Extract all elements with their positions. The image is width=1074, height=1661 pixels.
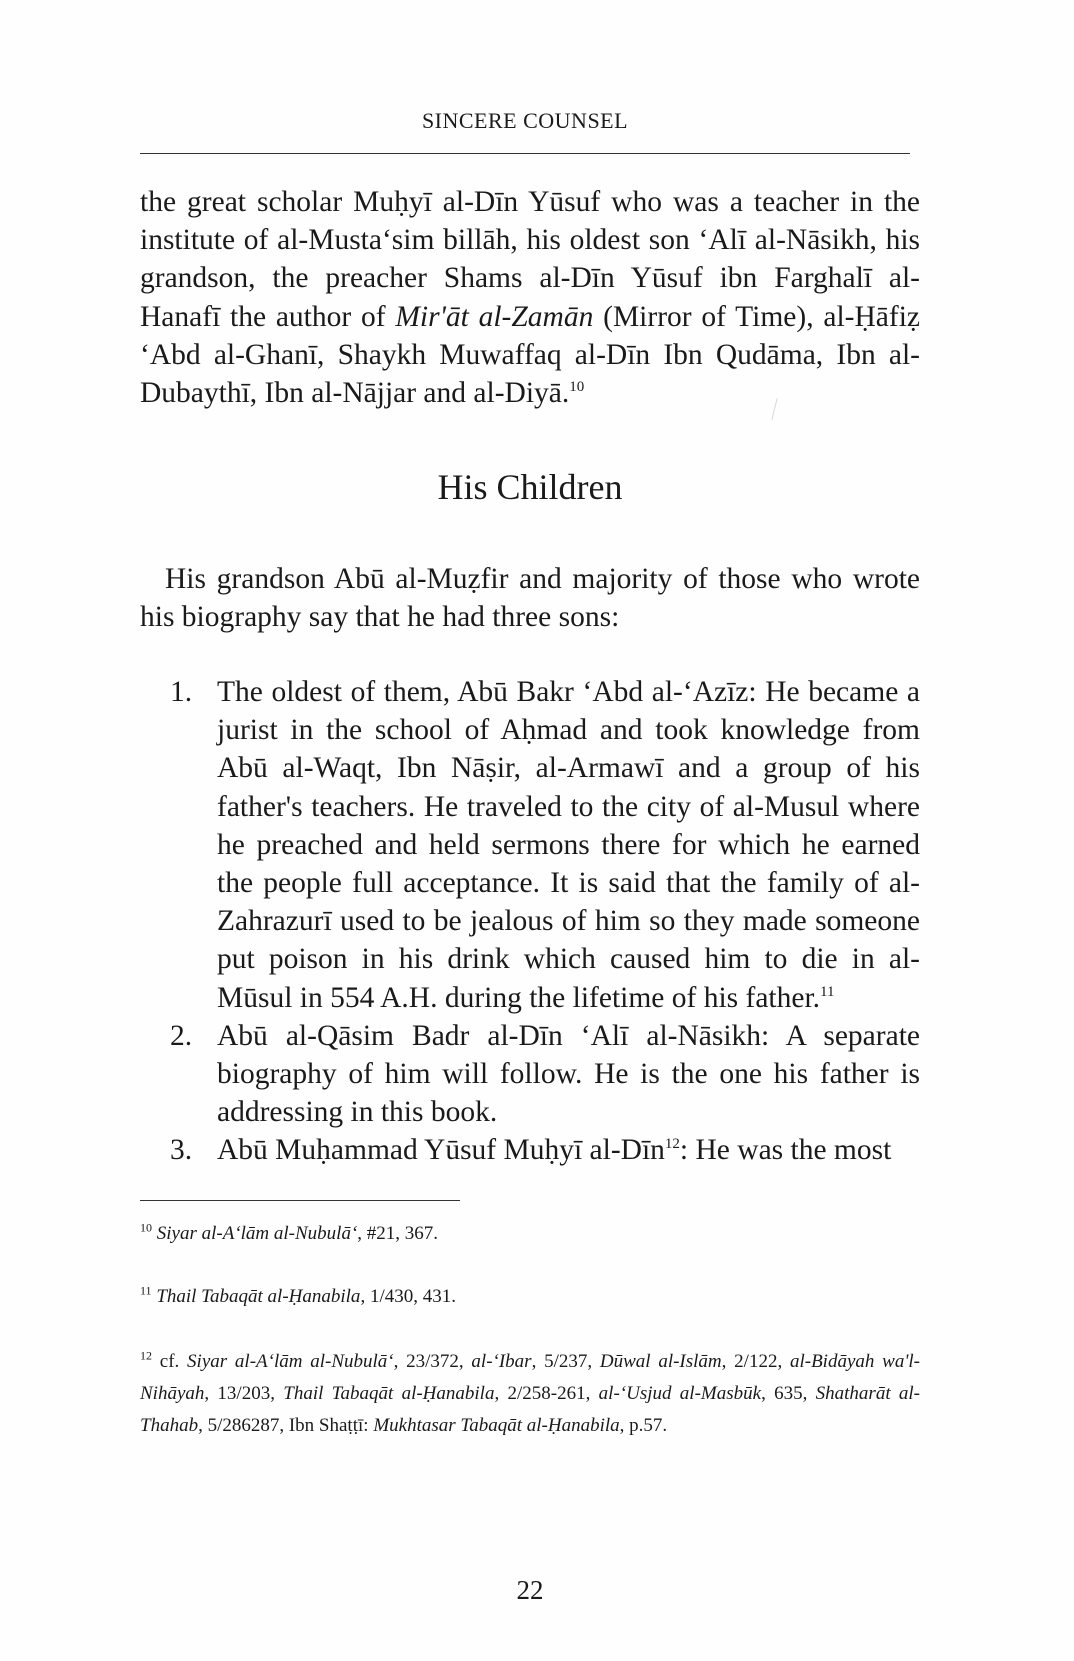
source-ref: , 13/203,	[204, 1383, 284, 1404]
book-title: Mir'āt al-Zamān	[395, 300, 594, 333]
source-ref: , 2/258-261,	[494, 1383, 599, 1404]
source-ref: , 2/122,	[721, 1351, 790, 1372]
list-item	[170, 1017, 920, 1132]
source-title: Thail Tabaqāt al-Ḥanabila	[156, 1286, 361, 1307]
intro-paragraph: His grandson Abū al-Muẓfir and majority of those who wrote his biography say that he had three sons:	[140, 563, 920, 634]
paragraph-text-continued: (Mirror of Time), al-Ḥāfiẓ ‘Abd al-Ghanī, Shaykh Muwaffaq al-Dīn Ibn Qudāma, Ibn al-Dubaythī, Ibn al-Nājjar and al-Diyā.	[140, 300, 920, 410]
list-number: 1.	[170, 676, 193, 708]
source-title: Dūwal al-Islām	[599, 1351, 722, 1372]
header-rule	[140, 153, 910, 154]
footnote-12	[140, 1346, 920, 1442]
source-ref: , 23/372,	[393, 1351, 472, 1372]
section-heading: His Children	[437, 467, 623, 507]
footnote-prefix: cf.	[159, 1351, 188, 1372]
source-title: al-‘Usjud al-Masbūk	[598, 1383, 762, 1404]
source-title: al-Bidāyah wa'l-Nihāyah	[140, 1351, 920, 1404]
sons-list	[170, 673, 920, 1170]
footnote-ref[interactable]: 10	[569, 379, 585, 396]
list-item	[170, 673, 920, 1017]
footnote-number: 12	[140, 1348, 152, 1363]
source-title: Siyar al-A‘lām al-Nubulā‘	[187, 1351, 394, 1372]
source-ref: , 5/286287, Ibn Shaṭṭī:	[198, 1415, 374, 1436]
paragraph-text: the great scholar Muḥyī al-Dīn Yūsuf who was a teacher in the institute of al-Musta‘sim billāh, his oldest son ‘Alī al-Nāsikh, his grandson, the preacher Shams al-Dīn Yūsuf ibn Farghalī al-Hanafī the author of	[140, 186, 920, 333]
page-number: 22	[516, 1575, 544, 1605]
source-ref: , 1/430, 431.	[360, 1286, 456, 1307]
list-item-text: The oldest of them, Abū Bakr ‘Abd al-‘Azīz: He became a jurist in the school of Aḥmad and took knowledge from Abū al-Waqt, Ibn Nāṣir, al-Armawī and a group of his father's teachers. He traveled to the city of al-Musul where he preached and held sermons there for which he earned the people full acceptance. It is said that the family of al-Zahrazurī used to be jealous of him so they made someone put poison in his drink which caused him to die in al-Mūsul in 554 A.H. during the lifetime of his father.	[217, 676, 920, 1014]
list-number: 2.	[170, 1019, 193, 1052]
source-ref: , 5/237,	[531, 1351, 600, 1372]
source-title: Shatharāt al-Thahab	[140, 1383, 921, 1436]
footnote-10	[140, 1218, 920, 1250]
source-title: Thail Tabaqāt al-Ḥanabila	[283, 1383, 495, 1404]
footnote-number: 10	[140, 1220, 152, 1235]
body-paragraph	[140, 183, 920, 412]
source-ref: , 635,	[761, 1383, 816, 1404]
running-head: SINCERE COUNSEL	[421, 108, 629, 133]
list-item-text: Abū al-Qāsim Badr al-Dīn ‘Alī al-Nāsikh: A separate biography of him will follow. He is the one his father is addressing in this book.	[217, 1019, 920, 1129]
source-title: al-‘Ibar	[471, 1351, 532, 1372]
footnote-11	[140, 1281, 920, 1313]
list-item	[170, 1131, 920, 1169]
list-item-text: Abū Muḥammad Yūsuf Muḥyī al-Dīn	[217, 1134, 665, 1167]
source-ref: , p.57.	[619, 1415, 668, 1436]
footnote-ref[interactable]: 12	[664, 1136, 680, 1153]
footnote-rule	[140, 1200, 460, 1201]
list-number: 3.	[170, 1134, 193, 1167]
footnote-number: 11	[140, 1283, 152, 1298]
list-item-text-continued: : He was the most	[679, 1134, 892, 1167]
footnote-ref[interactable]: 11	[820, 983, 835, 1000]
source-title: Siyar al-A‘lām al-Nubulā‘	[156, 1223, 358, 1244]
source-title: Mukhtasar Tabaqāt al-Ḥanabila	[373, 1415, 620, 1436]
source-ref: , #21, 367.	[357, 1223, 439, 1244]
